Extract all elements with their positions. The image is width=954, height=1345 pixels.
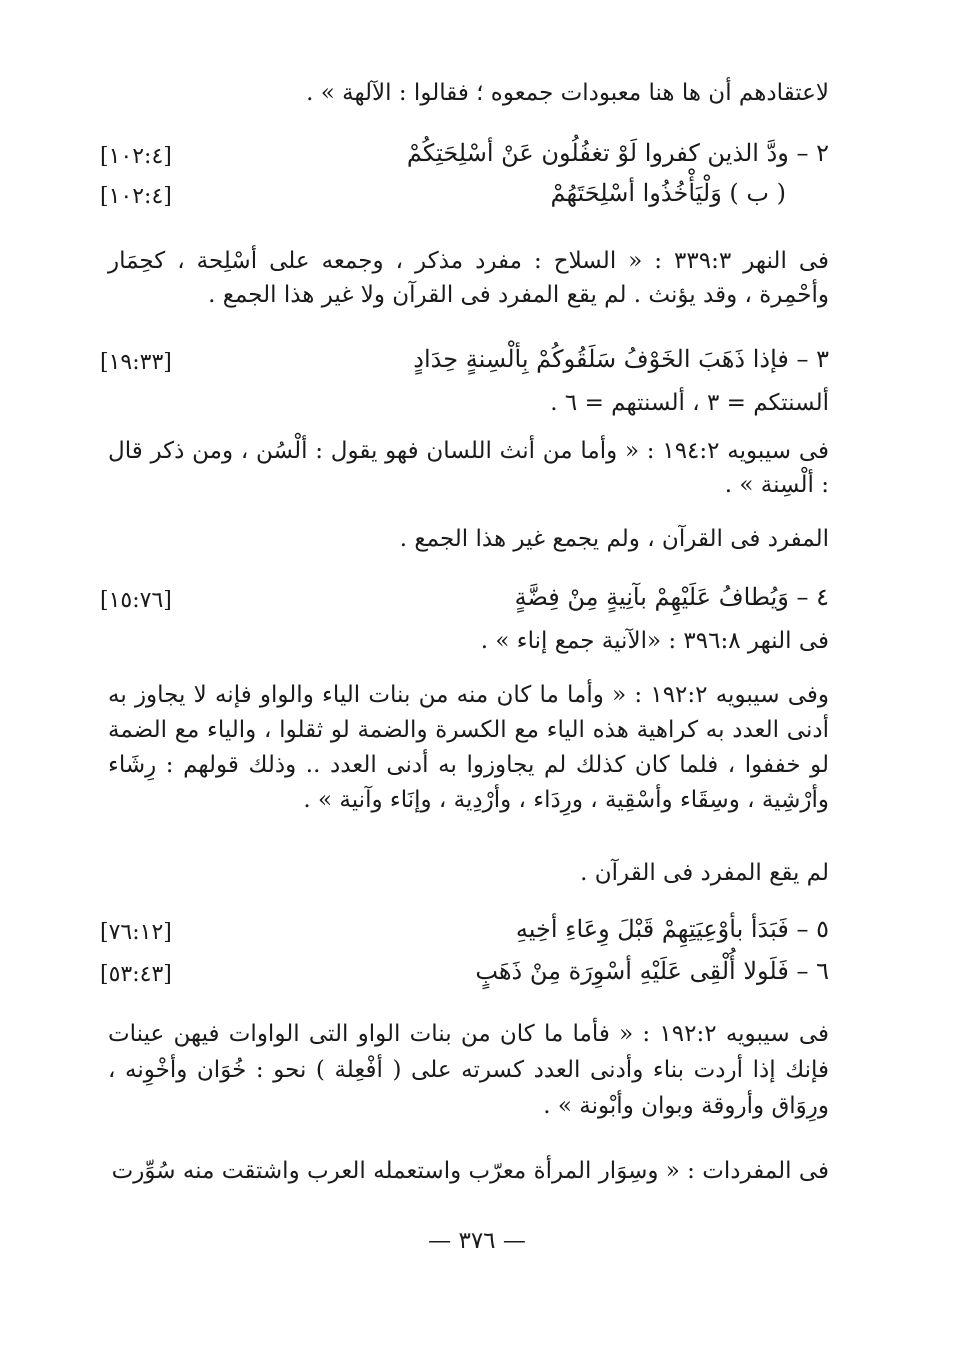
- verse-2-reference: [١٠٢:٤]: [100, 144, 172, 169]
- verse-6: ٦ – فَلَولا أُلْقِى عَلَيْهِ أسْوِرَة مِنْ ذَهَبٍ: [475, 957, 829, 985]
- paragraph-nahr-silah: فى النهر ٣٣٩:٣ : « السلاح : مفرد مذكر ، وجمعه على أسْلِحة ، كحِمَار وأحْمِرة ، وقد يؤنث . لم يقع المفرد فى القرآن ولا غير هذا الجمع .: [108, 248, 829, 308]
- verse-5-reference: [٧٦:١٢]: [100, 920, 172, 945]
- verse-3: ٣ – فإذا ذَهَبَ الخَوْفُ سَلَقُوكُمْ بِألْسِنةٍ حِدَادٍ: [413, 345, 829, 373]
- mufrad-note-1: المفرد فى القرآن ، ولم يجمع غير هذا الجمع .: [399, 526, 829, 552]
- verse-2b: ( ب ) وَلْيَأْخُذُوا أسْلِحَتَهُمْ: [550, 179, 786, 207]
- paragraph-sibawayh-ya-waw: وفى سيبويه ١٩٢:٢ : « وأما ما كان منه من بنات الياء والواو فإنه لا يجاوز به أدنى العدد به كراهية هذه الياء مع الكسرة والضمة لو ثقلوا ، والياء مع الضمة لو خففوا ، فلما كان كذلك لم يجاوزوا به أدنى العدد .. وذلك قولهم : رِشَاء وأرْشِية ، وسِقَاء وأسْقِية ، ورِدَاء ، وأرْدِية ، وإنَاء وآنية » .: [108, 682, 829, 813]
- page-number: — ٣٧٦ —: [428, 1228, 526, 1254]
- paragraph-sibawayh-lisan: فى سيبويه ١٩٤:٢ : « وأما من أنث اللسان فهو يقول : ألْسُن ، ومن ذكر قال : ألْسِنة » .: [108, 438, 829, 498]
- nahr-aniya: فى النهر ٣٩٦:٨ : «الآنية جمع إناء » .: [480, 628, 829, 654]
- verse-4: ٤ – وَيُطافُ عَلَيْهِمْ بآنِيةٍ مِنْ فِضَّةٍ: [514, 583, 829, 611]
- verse-5: ٥ – فَبَدَأ بأوْعِيَتِهِمْ قَبْلَ وِعَاءِ أخِيهِ: [515, 915, 829, 943]
- verse-2: ٢ – ودَّ الذين كفروا لَوْ تغفُلُون عَنْ أسْلِحَتِكُمْ: [406, 139, 829, 167]
- paragraph-sibawayh-waw: فى سيبويه ١٩٢:٢ : « فأما ما كان من بنات الواو التى الواوات فيهن عينات فإنك إذا أردت بناء وأدنى العدد كسرته على ( أفْعِلة ) نحو : خُوَان وأخْوِنه ، ورِوَاق وأروقة وبوان وأبْونة » .: [108, 1021, 829, 1119]
- text-line-continuation: لاعتقادهم أن ها هنا معبودات جمعوه ؛ فقالوا : الآلهة » .: [306, 80, 829, 106]
- verse-2b-reference: [١٠٢:٤]: [100, 184, 172, 209]
- verse-4-reference: [١٥:٧٦]: [100, 588, 172, 613]
- alsina-counts: ألسنتكم = ٣ ، ألسنتهم = ٦ .: [550, 390, 829, 416]
- verse-6-reference: [٥٣:٤٣]: [100, 962, 172, 987]
- verse-3-reference: [١٩:٣٣]: [100, 350, 172, 375]
- mufradat-line: فى المفردات : « وسِوَار المرأة معرّب واستعمله العرب واشتقت منه سُوِّرت: [111, 1158, 829, 1184]
- mufrad-note-2: لم يقع المفرد فى القرآن .: [580, 860, 829, 886]
